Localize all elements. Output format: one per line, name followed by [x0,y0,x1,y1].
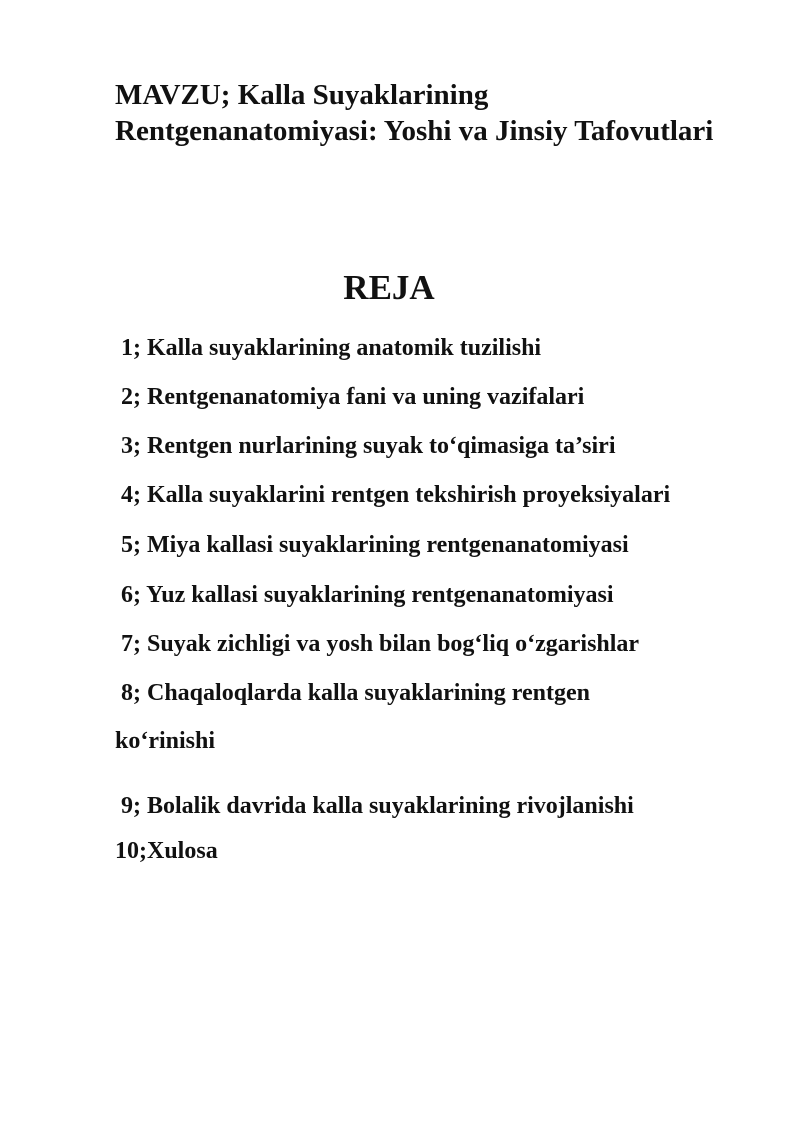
plan-item-3 [115,423,781,469]
plan-heading: REJA [343,268,435,307]
plan-item-10 [115,828,775,874]
plan-item-text-continuation: ko‘rinishi [115,728,216,754]
plan-item-number: 8; [121,680,141,706]
plan-item-text: Rentgenanatomiya fani va uning vazifalari [147,384,585,410]
plan-item-text: Chaqaloqlarda kalla suyaklarining rentgen [147,680,590,706]
plan-item-number: 5; [121,532,141,558]
document-title: MAVZU; Kalla Suyaklarining Rentgenanatomiyasi: Yoshi va Jinsiy Tafovutlari [115,79,714,147]
plan-item-number: 2; [121,384,141,410]
plan-item-text: Kalla suyaklarini rentgen tekshirish proyeksiyalari [147,482,671,508]
plan-item-text: Suyak zichligi va yosh bilan bog‘liq o‘zgarishlar [147,631,640,657]
plan-item-6 [115,572,781,618]
plan-item-8-continuation [115,718,775,764]
plan-item-text: Xulosa [147,838,218,864]
plan-item-1 [115,325,781,371]
plan-item-5 [115,522,781,568]
plan-item-text: Kalla suyaklarining anatomik tuzilishi [147,335,542,361]
plan-item-8 [115,670,781,716]
plan-item-9 [115,783,781,829]
plan-item-text: Yuz kallasi suyaklarining rentgenanatomiyasi [146,582,614,608]
plan-item-number: 3; [121,433,141,459]
plan-item-number: 7; [121,631,141,657]
plan-item-number: 1; [121,335,141,361]
plan-item-7 [115,621,781,667]
plan-item-number: 4; [121,482,141,508]
plan-item-text: Bolalik davrida kalla suyaklarining rivojlanishi [147,793,634,819]
plan-item-number: 10; [115,838,147,864]
plan-item-text: Miya kallasi suyaklarining rentgenanatomiyasi [147,532,629,558]
plan-item-2 [115,374,781,420]
plan-item-number: 6; [121,582,141,608]
plan-item-4 [115,472,781,518]
plan-item-text: Rentgen nurlarining suyak to‘qimasiga ta’siri [147,433,616,459]
plan-item-number: 9; [121,793,141,819]
